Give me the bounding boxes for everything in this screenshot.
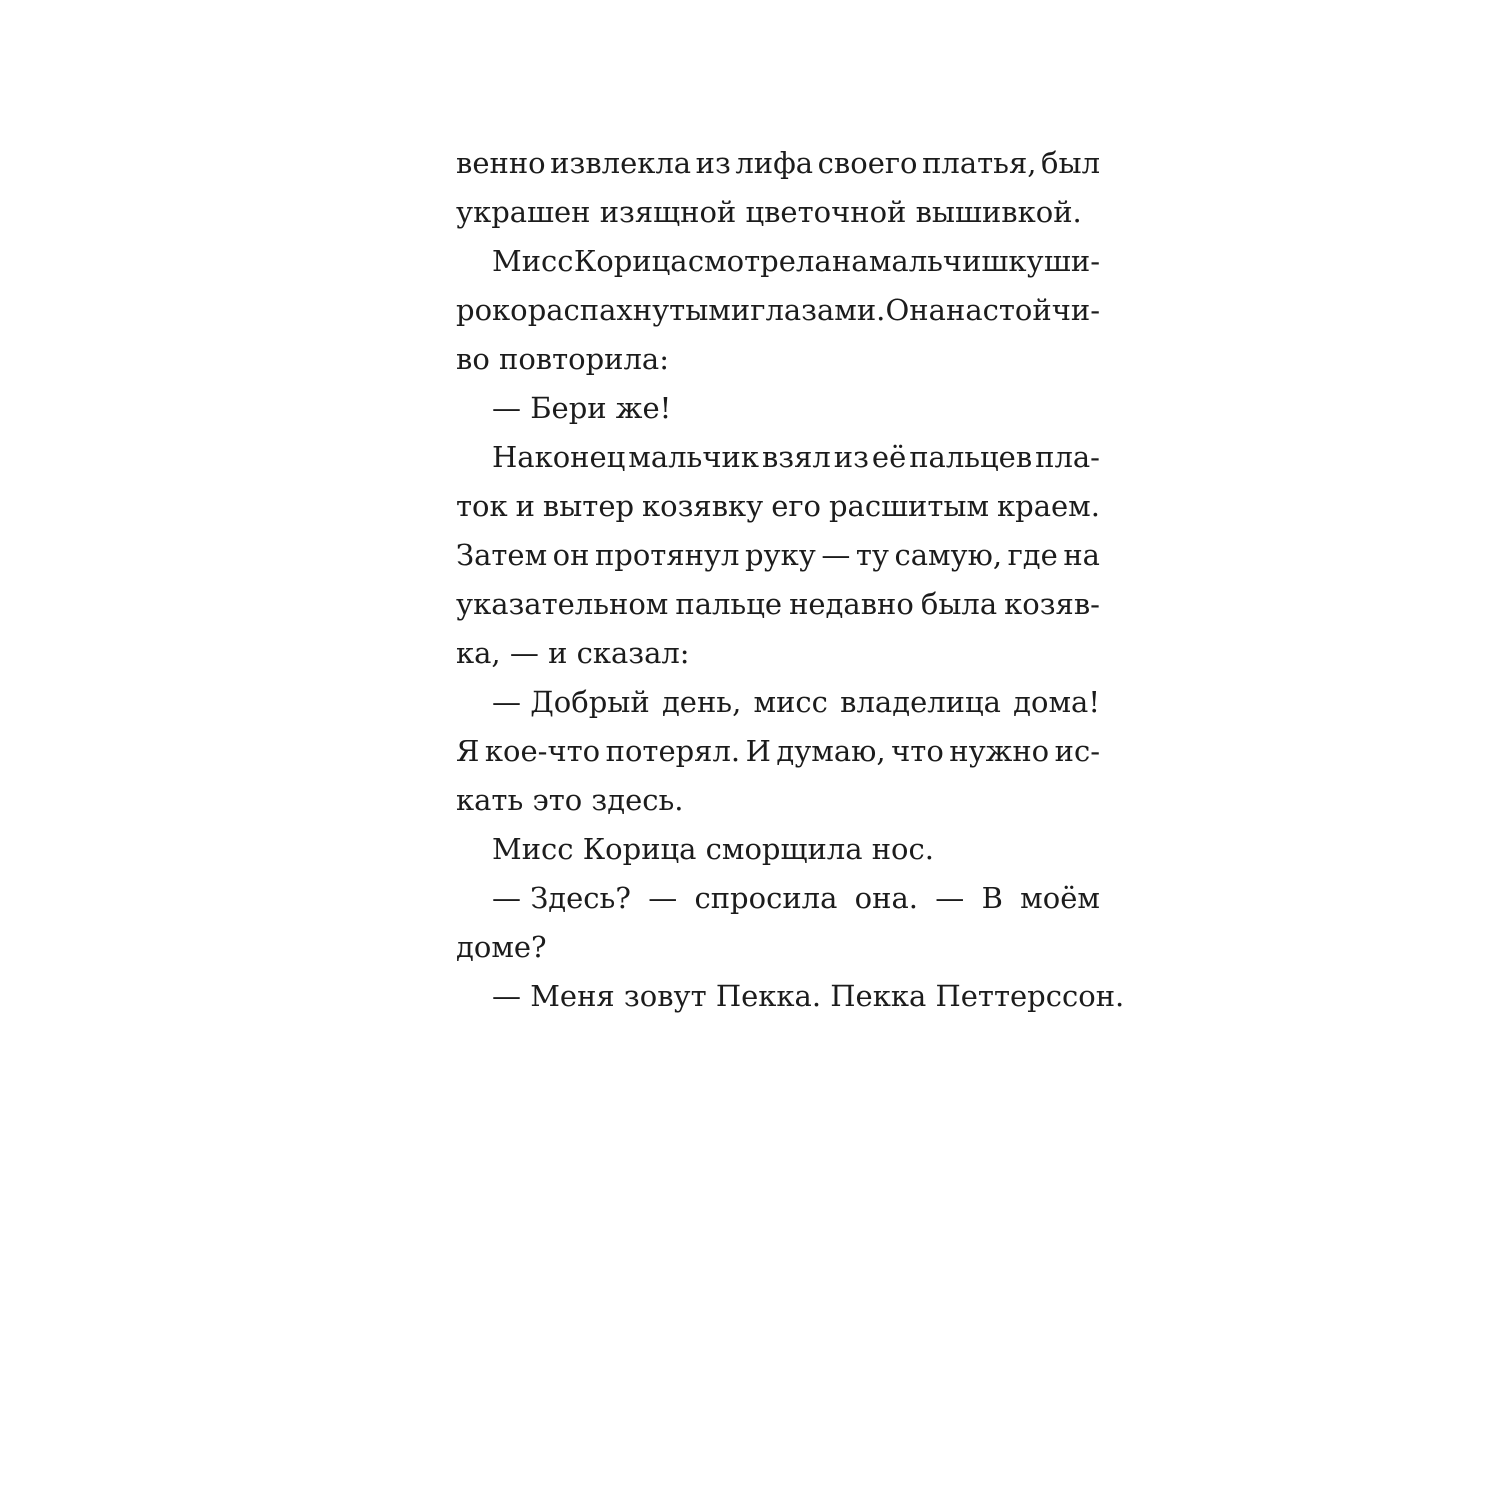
text-line: кать это здесь.: [456, 783, 684, 817]
text-line: — Меня зовут Пекка. Пекка Петтерссон.: [492, 979, 1125, 1013]
text-line: [456, 580, 1100, 629]
text-line: [456, 286, 1100, 335]
word: взял: [761, 440, 831, 474]
word: пальцев: [909, 440, 1033, 474]
text-line: Мисс Корица сморщила нос.: [492, 832, 934, 866]
text-line: [456, 678, 1100, 727]
word: спросила: [694, 881, 838, 915]
text-line: [456, 727, 1100, 776]
word: глазами.: [750, 293, 886, 327]
word: козяв-: [1004, 587, 1100, 621]
word: был: [1041, 146, 1100, 180]
word: недавно: [789, 587, 914, 621]
word: расшитым: [828, 489, 990, 523]
word: лифа: [735, 146, 814, 180]
word: руку: [744, 538, 816, 572]
word: вытер: [542, 489, 635, 523]
word: день,: [661, 685, 742, 719]
word: — Добрый: [492, 685, 650, 719]
word: Мисс: [492, 244, 574, 278]
word: мальчик: [628, 440, 759, 474]
word: пла-: [1035, 440, 1100, 474]
word: краем.: [997, 489, 1100, 523]
text-line: [456, 874, 1100, 923]
word: Затем: [456, 538, 548, 572]
text-line: [456, 531, 1100, 580]
word: Корица: [573, 244, 688, 278]
word: И: [745, 734, 771, 768]
word: Я: [456, 734, 480, 768]
word: была: [920, 587, 998, 621]
word: платья,: [922, 146, 1037, 180]
text-line: [456, 139, 1100, 188]
word: где: [1007, 538, 1058, 572]
word: нужно: [949, 734, 1050, 768]
word: ток: [456, 489, 508, 523]
text-line: [456, 482, 1100, 531]
text-line: [456, 433, 1100, 482]
word: из: [695, 146, 731, 180]
text-line: доме?: [456, 930, 547, 964]
word: владелица: [840, 685, 1001, 719]
word: Она: [885, 293, 946, 327]
word: мисс: [753, 685, 828, 719]
word: на: [831, 244, 869, 278]
word: она.: [854, 881, 918, 915]
word: своего: [817, 146, 918, 180]
word: — Здесь?: [492, 881, 631, 915]
word: кое-что: [484, 734, 601, 768]
word: распахнутыми: [527, 293, 751, 327]
word: —: [935, 881, 965, 915]
word: из: [833, 440, 869, 474]
word: ис-: [1054, 734, 1100, 768]
word: на: [1063, 538, 1100, 572]
word: он: [552, 538, 590, 572]
text-line: [456, 237, 1100, 286]
word: что: [891, 734, 944, 768]
word: самую,: [894, 538, 1003, 572]
word: венно: [456, 146, 546, 180]
word: указательном: [456, 587, 669, 621]
word: роко: [456, 293, 528, 327]
word: мальчишку: [868, 244, 1044, 278]
word: В: [981, 881, 1003, 915]
word: смотрела: [687, 244, 832, 278]
word: его: [771, 489, 822, 523]
word: пальце: [675, 587, 783, 621]
word: козявку: [642, 489, 764, 523]
word: и: [515, 489, 535, 523]
page-text: [456, 139, 1125, 1021]
word: моём: [1020, 881, 1100, 915]
word: ши-: [1043, 244, 1100, 278]
word: извлекла: [550, 146, 692, 180]
text-line: ка, — и сказал:: [456, 636, 690, 670]
word: дома!: [1013, 685, 1100, 719]
word: её: [871, 440, 907, 474]
text-line: во повторила:: [456, 342, 669, 376]
word: Наконец: [492, 440, 626, 474]
word: настойчи-: [946, 293, 1100, 327]
text-line: — Бери же!: [492, 391, 672, 425]
word: потерял.: [605, 734, 741, 768]
word: —: [821, 538, 851, 572]
word: ту: [855, 538, 889, 572]
text-line: украшен изящной цветочной вышивкой.: [456, 195, 1082, 229]
word: —: [648, 881, 678, 915]
word: думаю,: [776, 734, 886, 768]
word: протянул: [594, 538, 740, 572]
